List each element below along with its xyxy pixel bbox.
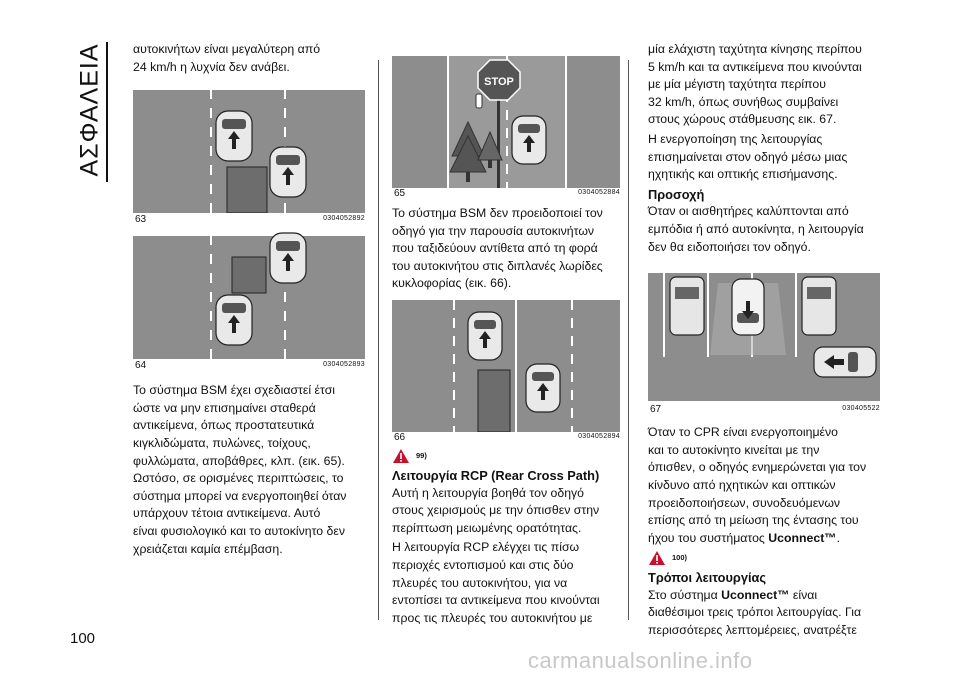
text-line: Όταν οι αισθητήρες καλύπτονται από bbox=[648, 204, 849, 219]
text-line: προειδοποιήσεων, συνοδευόμενων bbox=[648, 495, 841, 510]
text-line: Αυτή η λειτουργία βοηθά τον οδηγό bbox=[392, 485, 585, 500]
text-line: σύστημα μπορεί να ενεργοποιηθεί όταν bbox=[133, 488, 347, 503]
figure-66 bbox=[392, 300, 620, 444]
figure-number: 65 bbox=[394, 188, 406, 200]
text-line: ήχου του συστήματος Uconnect™. bbox=[648, 530, 841, 545]
text-line: οδηγό για την παρουσία αυτοκινήτων bbox=[392, 223, 595, 238]
watermark: carmanualsonline.info bbox=[528, 648, 753, 673]
text-line: επισημαίνεται στον οδηγό μέσω μιας bbox=[648, 149, 848, 164]
car-icon bbox=[216, 295, 252, 345]
figure-number: 64 bbox=[135, 359, 147, 371]
paragraph-rcp-detail bbox=[392, 540, 620, 626]
blind-spot-illustration bbox=[133, 85, 365, 213]
text-line: στους χειρισμούς με την όπισθεν στην bbox=[392, 503, 600, 518]
text-line: Το σύστημα BSM δεν προειδοποιεί τον bbox=[392, 206, 603, 220]
column-divider bbox=[628, 60, 629, 620]
text-line: κίνδυνο από ηχητικών και οπτικών bbox=[648, 477, 836, 492]
section-heading: Τρόποι λειτουργίας bbox=[648, 570, 767, 586]
blind-spot-illustration bbox=[133, 231, 365, 359]
text-line: κυκλοφορίας (εικ. 66). bbox=[392, 276, 512, 291]
figure-code: 0304052884 bbox=[578, 189, 620, 197]
section-heading: Προσοχή bbox=[648, 186, 705, 202]
car-icon bbox=[270, 233, 306, 283]
text-line: του αυτοκινήτου στις διπλανές λωρίδες bbox=[392, 258, 603, 273]
figure-number: 63 bbox=[135, 213, 147, 225]
warning-reference: 99) bbox=[416, 451, 427, 461]
text-line: Ωστόσο, σε ορισμένες περιπτώσεις, το bbox=[133, 471, 344, 486]
text-line: που ταξιδεύουν αντίθετα από τη φορά bbox=[392, 241, 598, 256]
paragraph-activation bbox=[648, 132, 880, 183]
text-line: επίσης από τη μείωση της έντασης του bbox=[648, 513, 859, 528]
car-icon bbox=[512, 116, 546, 164]
column-1 bbox=[133, 42, 365, 559]
section-rule bbox=[106, 42, 108, 182]
stop-sign-icon bbox=[478, 60, 520, 100]
car-icon bbox=[216, 111, 252, 161]
figure-code: 0304052892 bbox=[323, 214, 365, 222]
svg-text:STOP: STOP bbox=[484, 76, 514, 88]
car-icon bbox=[732, 279, 764, 335]
car-icon bbox=[270, 147, 306, 197]
section-heading: Λειτουργία RCP (Rear Cross Path) bbox=[392, 467, 600, 483]
text-line: ώστε να μην επισημαίνει σταθερά bbox=[133, 400, 316, 415]
text-line: υπάρχουν τέτοια αντικείμενα. Αυτό bbox=[133, 506, 321, 521]
text-line: όπισθεν, ο οδηγός ενημερώνεται για τον bbox=[648, 460, 867, 475]
column-2 bbox=[392, 56, 620, 628]
figure-code: 0304052893 bbox=[323, 360, 365, 368]
warning-note bbox=[648, 550, 880, 566]
text-line: στους χώρους στάθμευσης εικ. 67. bbox=[648, 112, 837, 127]
warning-icon bbox=[392, 448, 410, 464]
paragraph-cpr bbox=[648, 425, 880, 546]
text-line: φυλλώματα, αποβάθρες, κλπ. (εικ. 65). bbox=[133, 453, 345, 468]
figure-code: 030405522 bbox=[842, 404, 880, 412]
figure-number: 66 bbox=[394, 432, 406, 444]
text-line: κιγκλιδώματα, πυλώνες, τοίχους, bbox=[133, 435, 311, 450]
paragraph-caution bbox=[648, 204, 880, 255]
text-line: 32 km/h, όπως συνήθως συμβαίνει bbox=[648, 94, 839, 109]
figure-63 bbox=[133, 85, 365, 225]
figure-67 bbox=[648, 273, 880, 415]
text-line: περίπτωση μειωμένης ορατότητας. bbox=[392, 520, 582, 535]
text-line: και το αυτοκίνητο κινείται με την bbox=[648, 442, 820, 457]
figure-code: 0304052894 bbox=[578, 433, 620, 441]
page-number: 100 bbox=[70, 630, 96, 647]
text-line: Η ενεργοποίηση της λειτουργίας bbox=[648, 131, 823, 146]
text-line: εντοπίσει τα αντικείμενα που κινούνται bbox=[392, 593, 600, 608]
column-divider bbox=[378, 60, 379, 620]
figure-64 bbox=[133, 231, 365, 371]
text-line: Η λειτουργία RCP ελέγχει τις πίσω bbox=[392, 540, 580, 555]
opposite-traffic-illustration bbox=[392, 300, 620, 432]
warning-reference: 100) bbox=[672, 553, 688, 563]
parked-car-icon bbox=[670, 277, 704, 335]
paragraph-bsm-opposite bbox=[392, 206, 620, 292]
figure-65 bbox=[392, 56, 620, 200]
paragraph-rcp-intro bbox=[392, 486, 620, 537]
text-line: Στο σύστημα Uconnect™ είναι bbox=[648, 587, 818, 602]
text-line: με μία μέγιστη ταχύτητα περίπου bbox=[648, 77, 826, 92]
text-line: χρειάζεται καμία επέμβαση. bbox=[133, 541, 283, 556]
column-3 bbox=[648, 42, 880, 641]
text-line: δεν θα ειδοποιήσει τον οδηγό. bbox=[648, 239, 811, 254]
text-line: ηχητικής και οπτικής επισήμανσης. bbox=[648, 167, 838, 182]
text-line: Το σύστημα BSM έχει σχεδιαστεί έτσι bbox=[133, 383, 336, 398]
text-line: προς τις πλευρές του αυτοκινήτου με bbox=[392, 610, 593, 625]
car-icon bbox=[526, 364, 560, 412]
text-line: περιοχές εντοπισμού και στις δύο bbox=[392, 557, 574, 572]
section-title: ΑΣΦΑΛΕΙΑ bbox=[75, 43, 104, 177]
figure-number: 67 bbox=[650, 403, 662, 415]
text-line: εμπόδια ή από αυτοκίνητα, η λειτουργία bbox=[648, 221, 864, 236]
intro-line: 24 km/h η λυχνία δεν ανάβει. bbox=[133, 59, 290, 74]
paragraph-bsm bbox=[133, 383, 365, 557]
text-line: πλευρές του αυτοκινήτου, για να bbox=[392, 575, 568, 590]
text-line: διαθέσιμοι τρεις τρόποι λειτουργίας. Για bbox=[648, 605, 862, 620]
text-line: είναι φυσιολογικό και το αυτοκίνητο δεν bbox=[133, 523, 346, 538]
text-line: αντικείμενα, όπως προστατευτικά bbox=[133, 418, 315, 433]
intro-line: αυτοκινήτων είναι μεγαλύτερη από bbox=[133, 42, 321, 56]
text-line: μία ελάχιστη ταχύτητα κίνησης περίπου bbox=[648, 42, 862, 56]
parked-car-icon bbox=[802, 277, 836, 335]
text-line: 5 km/h και τα αντικείμενα που κινούνται bbox=[648, 59, 862, 74]
text-line: Όταν το CPR είναι ενεργοποιημένο bbox=[648, 425, 839, 440]
paragraph-speeds bbox=[648, 42, 880, 128]
parking-lot-illustration bbox=[648, 273, 880, 401]
paragraph-modes bbox=[648, 588, 880, 639]
stop-sign-illustration bbox=[392, 56, 620, 188]
crossing-car-icon bbox=[814, 347, 876, 377]
text-line: περισσότερες λεπτομέρειες, ανατρέξτε bbox=[648, 623, 857, 638]
warning-icon bbox=[648, 550, 666, 566]
warning-note bbox=[392, 448, 620, 464]
car-icon bbox=[468, 312, 502, 360]
